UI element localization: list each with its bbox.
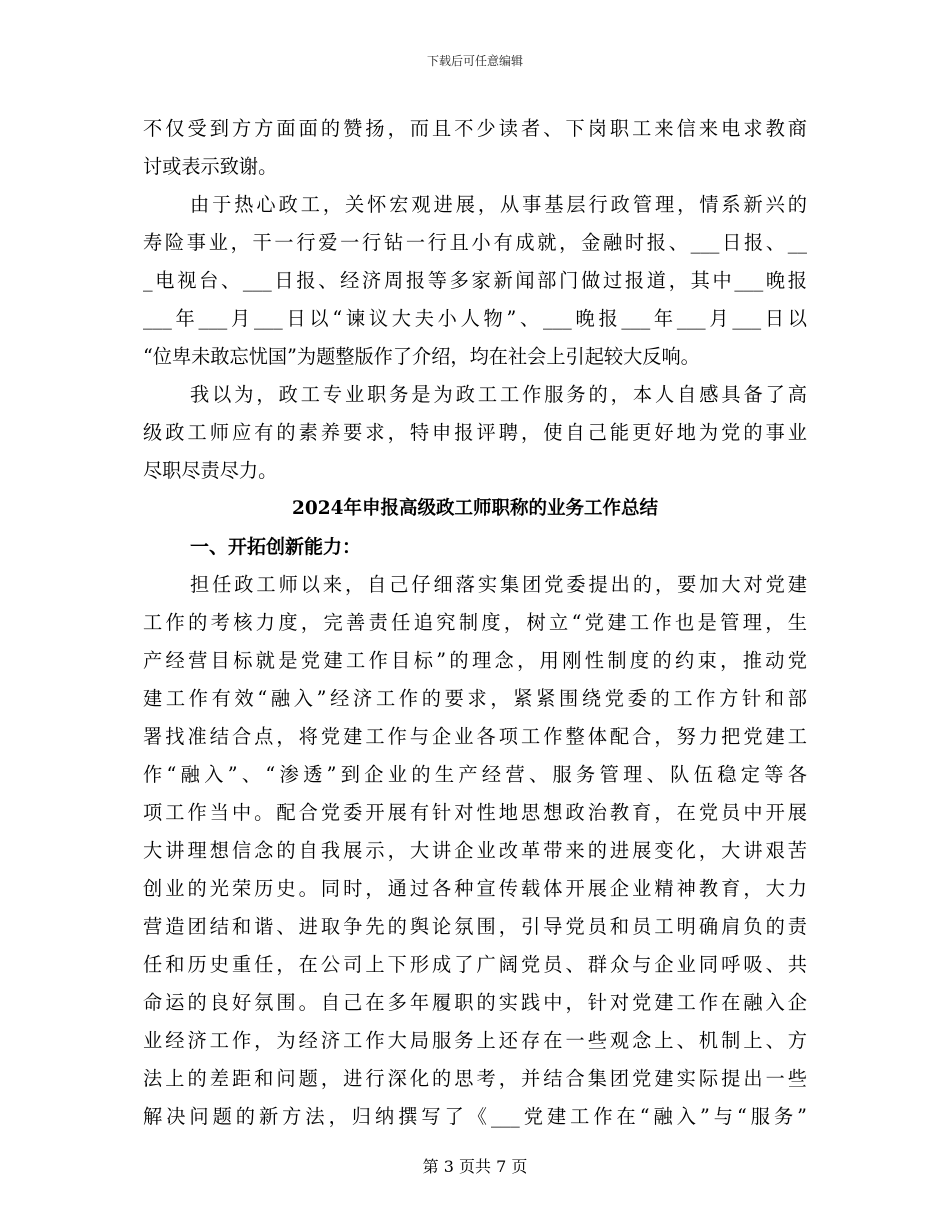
paragraph-line: 级政工师应有的素养要求，特申报评聘，使自己能更好地为党的事业 (143, 421, 807, 444)
paragraph-line: 不仅受到方方面面的赞扬，而且不少读者、下岗职工来信来电求教商 (143, 117, 807, 140)
paragraph-line: 命运的良好氛围。自己在多年履职的实践中，针对党建工作在融入企 (143, 991, 807, 1014)
paragraph-line: 解决问题的新方法，归纳撰写了《___党建工作在“融入”与“服务” (143, 1105, 807, 1128)
paragraph-line: 作“融入”、“渗透”到企业的生产经营、服务管理、队伍稳定等各 (143, 763, 807, 786)
paragraph-line: 建工作有效“融入”经济工作的要求，紧紧围绕党委的工作方针和部 (143, 687, 807, 710)
paragraph-line: 任和历史重任，在公司上下形成了广阔党员、群众与企业同呼吸、共 (143, 953, 807, 976)
paragraph-line: 担任政工师以来，自己仔细落实集团党委提出的，要加大对党建 (190, 573, 807, 596)
paragraph-line: 创业的光荣历史。同时，通过各种宣传载体开展企业精神教育，大力 (143, 877, 807, 900)
page-header: 下载后可任意编辑 (426, 54, 523, 68)
paragraph-line: 业经济工作，为经济工作大局服务上还存在一些观念上、机制上、方 (143, 1029, 807, 1052)
paragraph-line: 署找准结合点，将党建工作与企业各项工作整体配合，努力把党建工 (143, 725, 807, 748)
paragraph-line: 由于热心政工，关怀宏观进展，从事基层行政管理，情系新兴的 (190, 193, 807, 216)
paragraph-line: 尽职尽责尽力。 (143, 459, 278, 482)
paragraph-line: 法上的差距和问题，进行深化的思考，并结合集团党建实际提出一些 (143, 1067, 807, 1090)
paragraph-line: 产经营目标就是党建工作目标”的理念，用刚性制度的约束，推动党 (143, 649, 807, 672)
paragraph-line: 营造团结和谐、进取争先的舆论氛围，引导党员和员工明确肩负的责 (143, 915, 807, 938)
paragraph-line: 大讲理想信念的自我展示，大讲企业改革带来的进展变化，大讲艰苦 (143, 839, 807, 862)
paragraph-line: 工作的考核力度，完善责任追究制度，树立“党建工作也是管理，生 (143, 611, 807, 634)
paragraph-line: 项工作当中。配合党委开展有针对性地思想政治教育，在党员中开展 (143, 801, 807, 824)
paragraph-line: “位卑未敢忘忧国”为题整版作了介绍，均在社会上引起较大反响。 (143, 345, 700, 368)
section-title: 2024年申报高级政工师职称的业务工作总结 (292, 498, 658, 519)
paragraph-line: 我以为，政工专业职务是为政工工作服务的，本人自感具备了高 (190, 383, 807, 406)
paragraph-line: _电视台、___日报、经济周报等多家新闻部门做过报道，其中___晚报 (143, 269, 807, 292)
paragraph-line: 讨或表示致谢。 (143, 155, 278, 178)
paragraph-line: ___年___月___日以“谏议大夫小人物”、___晚报___年___月___日以 (143, 307, 807, 330)
section-heading: 一、开拓创新能力： (190, 536, 362, 558)
page-footer: 第 3 页共 7 页 (422, 1157, 528, 1176)
document-body (143, 110, 807, 1136)
paragraph-line: 寿险事业，干一行爱一行钻一行且小有成就，金融时报、___日报、__ (143, 231, 807, 254)
